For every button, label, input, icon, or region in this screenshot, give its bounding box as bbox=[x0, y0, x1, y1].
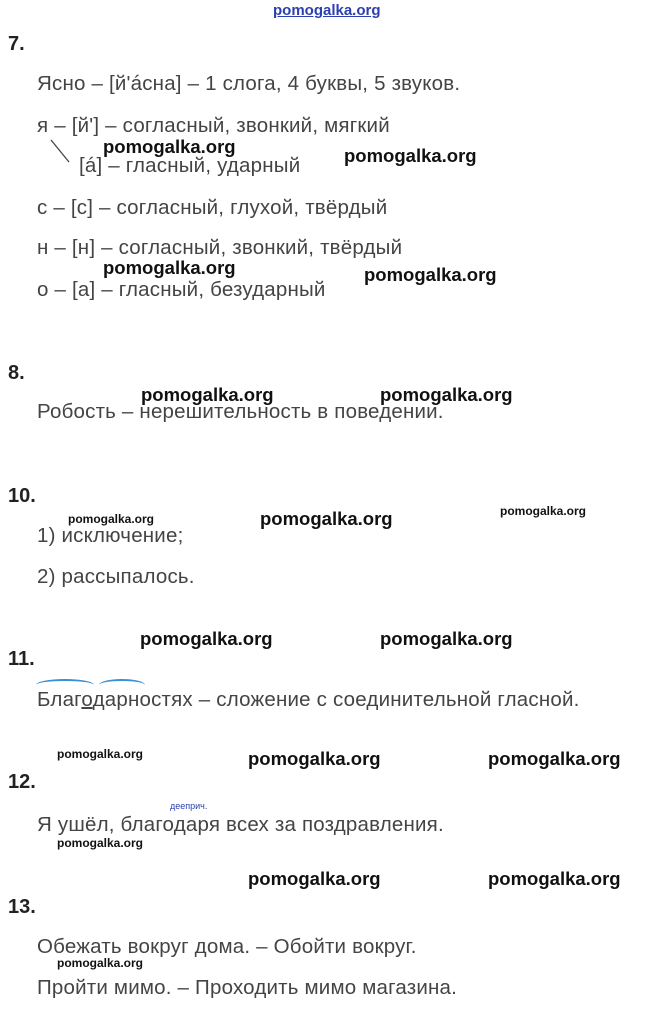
watermark: pomogalka.org bbox=[488, 748, 621, 769]
task-7-row: н – [н] – согласный, звонкий, твёрдый bbox=[37, 236, 403, 259]
watermark: pomogalka.org bbox=[57, 747, 144, 761]
watermark: pomogalka.org bbox=[364, 264, 497, 285]
watermark: pomogalka.org bbox=[248, 868, 381, 889]
task-12-number: 12. bbox=[8, 771, 36, 793]
task-11-rest: – сложение с соединительной гласной. bbox=[192, 688, 580, 711]
watermark: pomogalka.org bbox=[57, 836, 144, 850]
watermark: pomogalka.org bbox=[500, 504, 587, 518]
task-11-word-suffix: дарностях bbox=[92, 688, 193, 711]
watermark: pomogalka.org bbox=[248, 748, 381, 769]
task-11-connecting-vowel: о bbox=[81, 688, 93, 711]
task-11-word-prefix: Благ bbox=[37, 688, 82, 711]
site-link[interactable]: pomogalka.org bbox=[273, 2, 381, 19]
task-13-number: 13. bbox=[8, 896, 36, 918]
watermark: pomogalka.org bbox=[380, 628, 513, 649]
task-8-number: 8. bbox=[8, 362, 25, 384]
task-12-text: Я ушёл, благодаря всех за поздравления. bbox=[37, 813, 444, 836]
task-7-row: о – [а] – гласный, безударный bbox=[37, 278, 326, 301]
task-7-row: с – [с] – согласный, глухой, твёрдый bbox=[37, 196, 388, 219]
task-12-note: дееприч. bbox=[170, 801, 208, 811]
task-8-text: Робость – нерешительность в поведении. bbox=[37, 400, 444, 423]
watermark: pomogalka.org bbox=[488, 868, 621, 889]
watermark: pomogalka.org bbox=[103, 136, 236, 157]
task-7-row: [á] – гласный, ударный bbox=[79, 154, 301, 177]
task-10-item: 1) исключение; bbox=[37, 524, 184, 547]
watermark: pomogalka.org bbox=[260, 508, 393, 529]
connector-line bbox=[47, 138, 77, 168]
watermark: pomogalka.org bbox=[380, 384, 513, 405]
watermark: pomogalka.org bbox=[57, 956, 144, 970]
task-11-text bbox=[37, 688, 580, 712]
watermark: pomogalka.org bbox=[103, 257, 236, 278]
task-13-line: Пройти мимо. – Проходить мимо магазина. bbox=[37, 976, 458, 999]
watermark: pomogalka.org bbox=[68, 512, 155, 526]
task-7-number: 7. bbox=[8, 33, 25, 55]
watermark: pomogalka.org bbox=[344, 145, 477, 166]
task-10-number: 10. bbox=[8, 485, 36, 507]
task-10-item: 2) рассыпалось. bbox=[37, 565, 195, 588]
task-13-line: Обежать вокруг дома. – Обойти вокруг. bbox=[37, 935, 417, 958]
task-7-summary: Ясно – [й'áсна] – 1 слога, 4 буквы, 5 звуков. bbox=[37, 72, 461, 95]
watermark: pomogalka.org bbox=[141, 384, 274, 405]
task-11-number: 11. bbox=[8, 648, 35, 670]
watermark: pomogalka.org bbox=[140, 628, 273, 649]
task-7-row: я – [й'] – согласный, звонкий, мягкий bbox=[37, 114, 390, 137]
